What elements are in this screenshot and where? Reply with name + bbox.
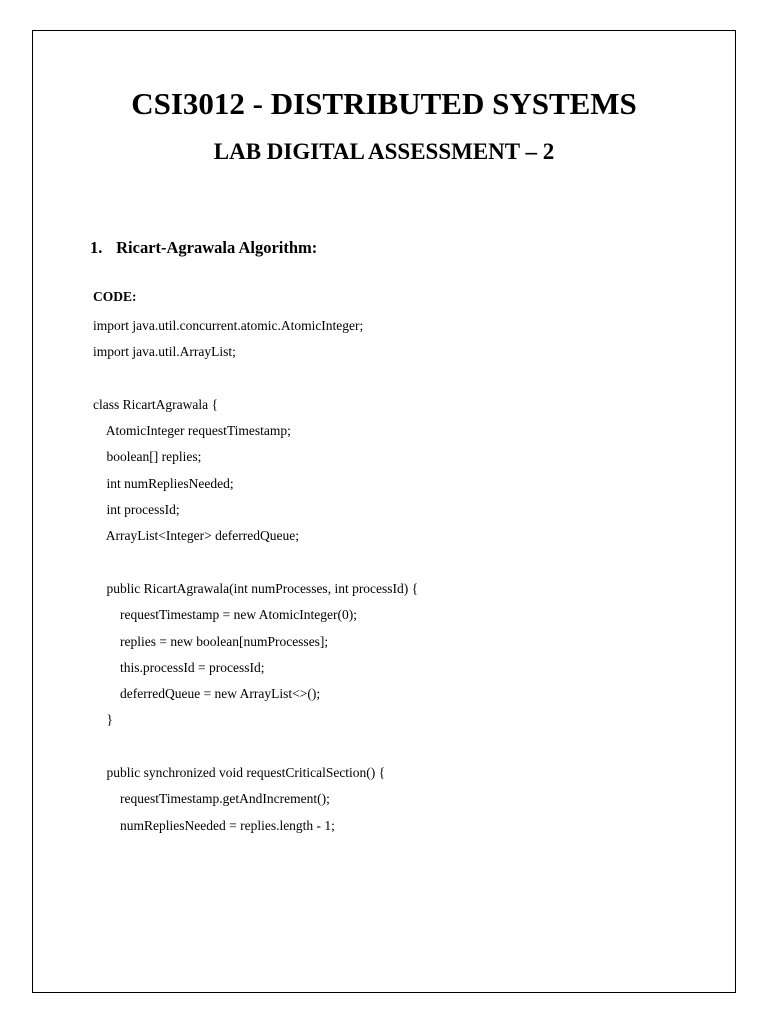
code-line: int processId; [93,502,180,518]
code-line: } [93,712,113,728]
code-line: requestTimestamp = new AtomicInteger(0); [93,607,357,623]
code-label: CODE: [93,289,137,304]
section-number: 1. [90,238,103,257]
document-title: CSI3012 - DISTRIBUTED SYSTEMS [131,86,637,121]
code-line: numRepliesNeeded = replies.length - 1; [93,817,335,833]
code-line: deferredQueue = new ArrayList<>(); [93,686,321,702]
code-line: public synchronized void requestCriticalSection() { [93,765,386,781]
code-line [93,366,418,392]
code-line: requestTimestamp.getAndIncrement(); [93,791,330,807]
code-block [93,313,418,839]
code-line: class RicartAgrawala { [93,396,218,412]
section-title: Ricart-Agrawala Algorithm: [116,238,318,257]
code-line: int numRepliesNeeded; [93,475,234,491]
code-line: public RicartAgrawala(int numProcesses, int processId) { [93,580,419,596]
code-line: boolean[] replies; [93,449,202,465]
document-subtitle: LAB DIGITAL ASSESSMENT – 2 [213,139,555,164]
code-line [93,734,418,760]
code-line [93,550,418,576]
section-heading [90,236,317,260]
code-line: this.processId = processId; [93,659,265,675]
code-line: ArrayList<Integer> deferredQueue; [93,528,300,544]
code-line: replies = new boolean[numProcesses]; [93,633,329,649]
code-line: AtomicInteger requestTimestamp; [93,423,291,439]
code-line: import java.util.concurrent.atomic.AtomicInteger; [93,318,364,333]
code-line: import java.util.ArrayList; [93,344,236,360]
